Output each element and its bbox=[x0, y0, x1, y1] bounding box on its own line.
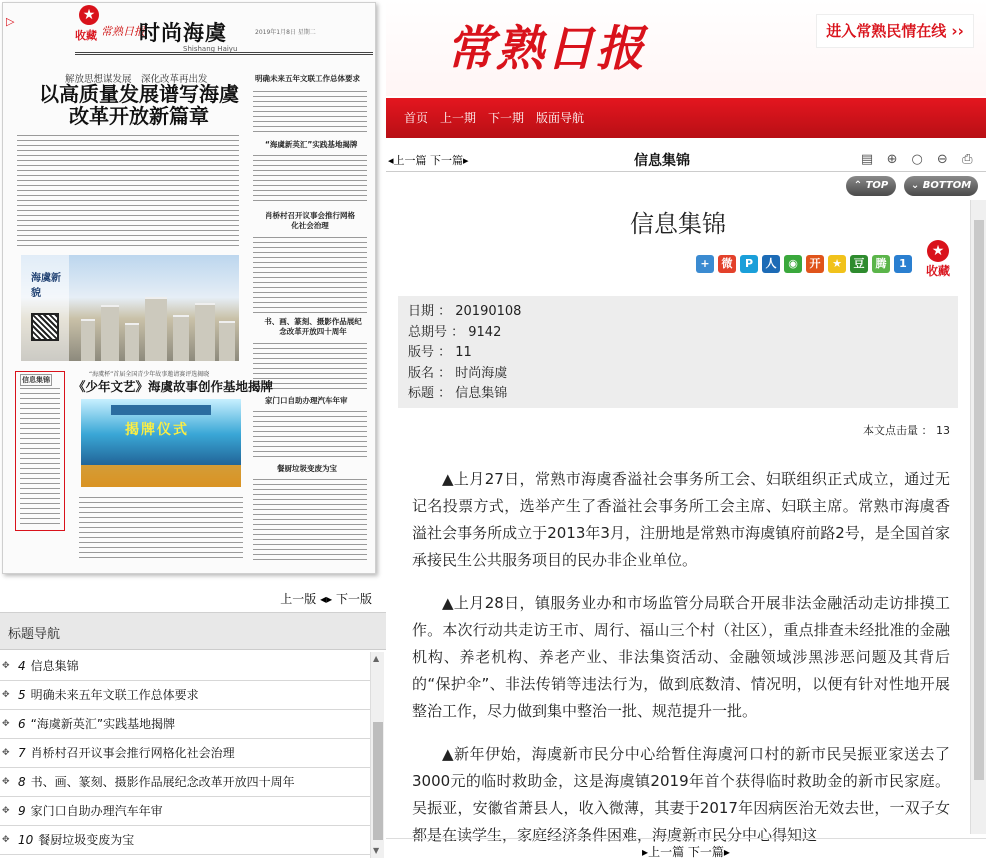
article-scrollbar[interactable] bbox=[970, 200, 986, 834]
zoom-out-icon[interactable]: ⊖ bbox=[936, 152, 948, 167]
prev-article-link[interactable]: 上一篇 bbox=[393, 154, 427, 167]
toolbar-title: 信息集锦 bbox=[634, 153, 690, 169]
index-item[interactable]: ✥ 7 肖桥村召开议事会推行网格化社会治理 bbox=[0, 739, 370, 768]
meta-issue: 总期号 ： 9142 bbox=[408, 324, 502, 340]
lead-article-text[interactable] bbox=[17, 133, 239, 249]
bullet-icon: ✥ bbox=[2, 835, 10, 845]
zoom-in-icon[interactable]: ⊕ bbox=[886, 152, 898, 167]
bullet-icon: ✥ bbox=[2, 719, 10, 729]
right-panel bbox=[386, 0, 986, 866]
bottom-button[interactable]: ⌄ BOTTOM bbox=[904, 176, 978, 196]
share-bar bbox=[696, 252, 916, 273]
index-item[interactable]: ✥ 5 明确未来五年文联工作总体要求 bbox=[0, 681, 370, 710]
article-body bbox=[412, 466, 950, 865]
right-article-title[interactable]: 明确未来五年文联工作总体要求 bbox=[255, 74, 360, 83]
index-scroll-thumb[interactable] bbox=[373, 722, 383, 840]
info-column-highlight[interactable] bbox=[15, 371, 65, 531]
index-item[interactable]: ✥ 6 “海虞新英汇”实践基地揭牌 bbox=[0, 710, 370, 739]
story-pretitle: “海虞杯”首届全国青少年故事邀请赛评选揭晓 bbox=[89, 371, 210, 378]
article-nav-top bbox=[388, 152, 469, 168]
kaixin-icon[interactable]: 开 bbox=[806, 255, 824, 273]
bullet-icon: ✥ bbox=[2, 806, 10, 816]
page-date: 2019年1月8日 星期二 bbox=[255, 29, 316, 36]
prev-page-link[interactable]: 上一版 bbox=[280, 592, 317, 606]
douban-icon[interactable]: 豆 bbox=[850, 255, 868, 273]
section-pinyin: Shishang Haiyu bbox=[183, 45, 238, 53]
article-title: 信息集锦 bbox=[630, 210, 726, 238]
scroll-down-icon[interactable]: ▼ bbox=[373, 846, 380, 855]
title-index-header bbox=[0, 612, 386, 650]
title-index-list bbox=[0, 652, 370, 858]
box-title-3[interactable]: 书、画、篆刻、摄影作品展纪念改革开放四十周年 bbox=[264, 317, 362, 336]
index-item[interactable]: ✥ 8 书、画、篆刻、摄影作品展纪念改革开放四十周年 bbox=[0, 768, 370, 797]
bullet-icon: ✥ bbox=[2, 777, 10, 787]
article-nav-bottom bbox=[386, 838, 986, 866]
box-text-4[interactable] bbox=[253, 409, 367, 459]
meta-section: 版名 ： 时尚海虞 bbox=[408, 365, 508, 381]
lead-headline[interactable]: 以高质量发展谱写海虞改革开放新篇章 bbox=[39, 82, 239, 128]
tencent-icon[interactable]: 腾 bbox=[872, 255, 890, 273]
paragraph: ▲上月28日，镇服务业办和市场监管分局联合开展非法金融活动走访排摸工作。本次行动共走访王市、周行、福山三个村（社区），重点排查未经批准的金融机构、养老机构、养老产业、非法集资活动、金融领域涉黑涉恶问题及其背后的“保护伞”、非法传销等违法行为，做到底数清、情况明，以便有针对性地开展整治工作，尽力做到集中整治一批、规范提升一批。 bbox=[412, 594, 950, 720]
title-index-label: 标题导航 bbox=[8, 627, 61, 642]
next-arrow-icon[interactable]: ▸ bbox=[463, 154, 469, 167]
favorite-label[interactable]: 收藏 bbox=[926, 264, 951, 278]
ceremony-photo[interactable] bbox=[81, 399, 241, 487]
next-page-link[interactable]: 下一版 bbox=[335, 592, 372, 606]
brand-logo-small: 常熟日报 bbox=[101, 25, 145, 38]
scroll-up-icon[interactable]: ▲ bbox=[373, 654, 380, 663]
photo-label: 海虞新貌 bbox=[31, 273, 61, 299]
box-text-5[interactable] bbox=[253, 477, 367, 561]
add-icon[interactable]: + bbox=[696, 255, 714, 273]
next-article-link[interactable]: 下一篇 bbox=[687, 845, 724, 859]
newspaper-page-thumbnail[interactable] bbox=[2, 2, 376, 574]
toolbar-icons bbox=[858, 148, 978, 169]
qr-code-icon bbox=[31, 313, 59, 341]
copy-icon[interactable]: ▤ bbox=[860, 152, 874, 167]
site-logo[interactable]: 常熟日报 bbox=[446, 21, 647, 77]
right-article-text[interactable] bbox=[253, 89, 367, 133]
box-title-4[interactable]: 家门口自助办理汽车年审 bbox=[265, 396, 348, 405]
article-content bbox=[386, 200, 970, 844]
meta-headline: 标题 ： 信息集锦 bbox=[408, 386, 508, 401]
box-text-1[interactable] bbox=[253, 153, 367, 201]
prev-arrow-icon[interactable]: ◂ bbox=[388, 154, 394, 167]
section-title: 时尚海虞 bbox=[139, 20, 227, 45]
favorite-star-icon[interactable]: ★ bbox=[79, 5, 99, 25]
article-meta bbox=[398, 296, 958, 408]
qzone-icon[interactable]: ★ bbox=[828, 255, 846, 273]
enter-minqing-link[interactable]: 进入常熟民情在线 ›› bbox=[816, 14, 974, 48]
index-item[interactable]: ✥ 9 家门口自助办理汽车年审 bbox=[0, 797, 370, 826]
page-masthead bbox=[75, 3, 373, 55]
story-title[interactable]: 《少年文艺》海虞故事创作基地揭牌 bbox=[73, 379, 274, 394]
page-navigation bbox=[0, 590, 378, 608]
prev-article-link[interactable]: 上一篇 bbox=[648, 845, 685, 859]
wechat-icon[interactable]: ◉ bbox=[784, 255, 802, 273]
menu-next-issue[interactable]: 下一期 bbox=[488, 111, 525, 125]
meta-date: 日期 ： 20190108 bbox=[408, 304, 522, 319]
click-count: 本文点击量 ： 13 bbox=[863, 424, 950, 437]
bullet-icon: ✥ bbox=[2, 661, 10, 671]
bullet-icon: ✥ bbox=[2, 690, 10, 700]
top-button[interactable]: ⌃ TOP bbox=[846, 176, 896, 196]
box-title-1[interactable]: “海虞新英汇”实践基地揭牌 bbox=[265, 140, 358, 149]
box-title-2[interactable]: 肖桥村召开议事会推行网格化社会治理 bbox=[265, 211, 355, 230]
article-scroll-thumb[interactable] bbox=[974, 220, 984, 780]
box-text-2[interactable] bbox=[253, 235, 367, 313]
prev-arrow-icon[interactable]: ▸ bbox=[642, 845, 649, 859]
info-tag: 信息集锦 bbox=[22, 376, 50, 384]
expand-arrow-icon[interactable]: ▷ bbox=[6, 15, 15, 28]
print-icon[interactable]: ⎙ bbox=[962, 152, 973, 167]
favorite-star-icon[interactable]: ★ bbox=[927, 240, 949, 262]
article-toolbar bbox=[386, 146, 986, 172]
next-arrow-icon[interactable]: ▸ bbox=[326, 592, 333, 606]
meta-page: 版号 ： 11 bbox=[408, 345, 472, 360]
lead-subhead: 解放思想谋发展 深化改革再出发 bbox=[65, 74, 208, 85]
menu-page-navigation[interactable]: 版面导航 bbox=[536, 111, 585, 125]
story-text[interactable] bbox=[79, 495, 243, 561]
menu-home[interactable]: 首页 bbox=[404, 111, 429, 125]
index-item[interactable]: ✥ 10 餐厨垃圾变废为宝 bbox=[0, 826, 370, 855]
main-menu bbox=[386, 98, 986, 138]
index-item[interactable]: ✥ 4 信息集锦 bbox=[0, 652, 370, 681]
pinterest-icon[interactable]: P bbox=[740, 255, 758, 273]
left-panel bbox=[0, 0, 386, 866]
index-scrollbar[interactable] bbox=[370, 652, 384, 858]
box-title-5[interactable]: 餐厨垃圾变废为宝 bbox=[277, 464, 337, 473]
site-banner bbox=[386, 0, 986, 96]
renren-icon[interactable]: 人 bbox=[762, 255, 780, 273]
ceremony-text: 揭牌仪式 bbox=[125, 422, 189, 438]
next-arrow-icon[interactable]: ▸ bbox=[723, 845, 730, 859]
favorite-label[interactable]: 收藏 bbox=[75, 29, 97, 42]
paragraph: ▲上月27日，常熟市海虞香溢社会事务所工会、妇联组织正式成立，通过无记名投票方式，选举产生了香溢社会事务所工会主席、妇联主席。常熟市海虞香溢社会事务所成立于2013年3月，注册地是常熟市海虞镇府前路2号，是全国首家承接民生公共服务项目的民办非企业单位。 bbox=[412, 470, 950, 569]
bullet-icon: ✥ bbox=[2, 748, 10, 758]
menu-prev-issue[interactable]: 上一期 bbox=[440, 111, 477, 125]
zoom-reset-icon[interactable]: ○ bbox=[911, 152, 923, 167]
next-article-link[interactable]: 下一篇 bbox=[430, 154, 464, 167]
photo-label-box bbox=[21, 255, 69, 361]
one-icon[interactable]: 1 bbox=[894, 255, 912, 273]
favorite-widget[interactable] bbox=[926, 240, 950, 279]
city-aerial-photo[interactable] bbox=[21, 255, 239, 361]
prev-arrow-icon[interactable]: ◂ bbox=[320, 592, 327, 606]
paragraph: ▲新年伊始，海虞新市民分中心给暂住海虞河口村的新市民吴振亚家送去了3000元的临时救助金，这是海虞镇2019年首个获得临时救助金的新市民家庭。吴振亚，安徽省萧县人，收入微薄，其妻于2017年因病医治无效去世，一双子女都是在读学生，家庭经济条件困难，海虞新市民分中心得知这 bbox=[412, 745, 950, 844]
weibo-icon[interactable]: 微 bbox=[718, 255, 736, 273]
